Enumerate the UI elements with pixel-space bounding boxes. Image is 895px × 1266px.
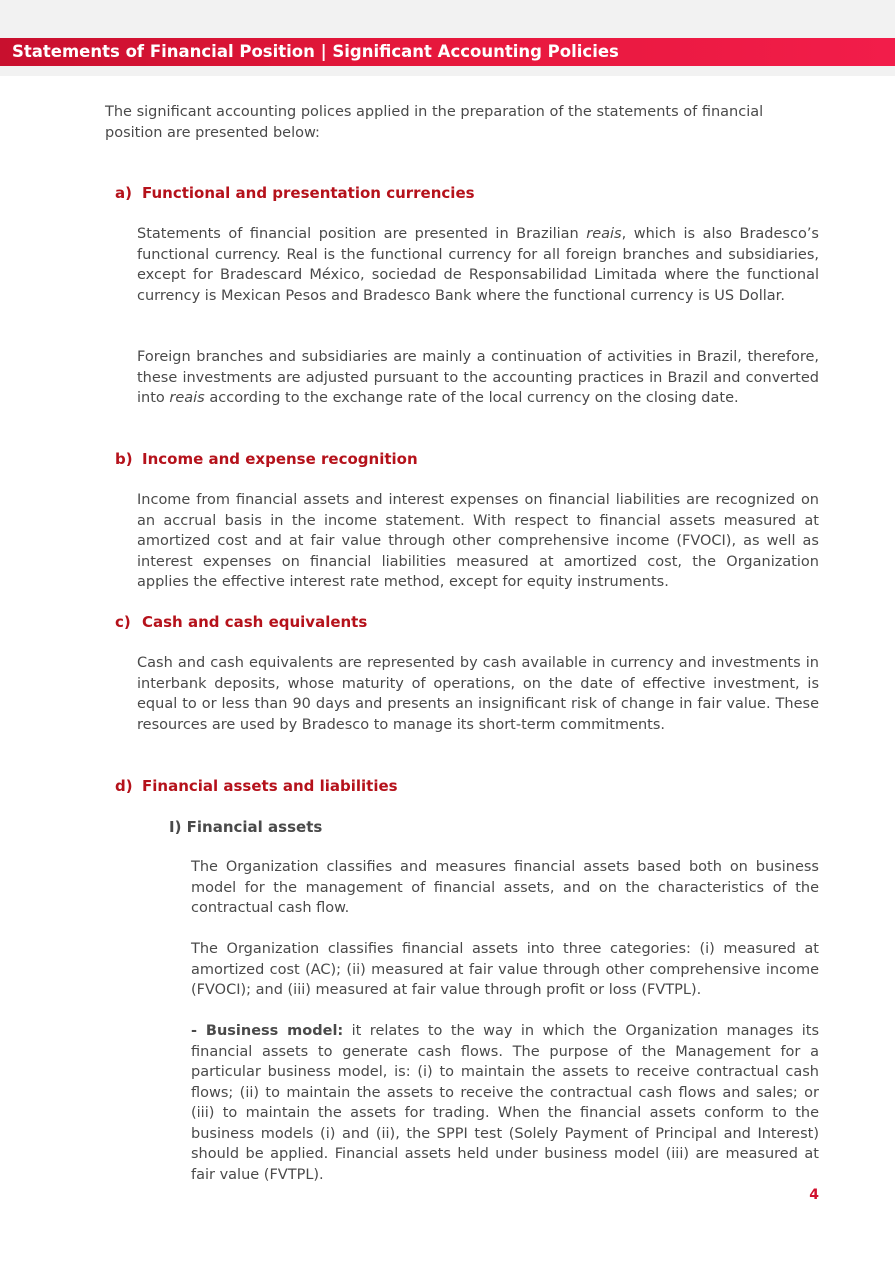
text-run: Statements of financial position are presented in Brazilian [137,226,587,242]
financial-assets-paragraph-2: The Organization classifies financial assets into three categories: (i) measured at amortized cost (AC); (ii) measured at fair value through other comprehensive income (FVOCI); and (iii) measured at fair value through profit or loss (FVTPL). [191,941,819,998]
italic-term: reais [169,390,205,406]
section-a-paragraph-2 [137,347,819,409]
section-a-title: Functional and presentation currencies [142,184,475,202]
subsection-financial-assets-heading: I) Financial assets [169,818,323,836]
section-b-heading [115,449,418,469]
section-d-label: d) [115,777,133,795]
section-d-title: Financial assets and liabilities [142,777,398,795]
business-model-paragraph [191,1021,819,1185]
text-run: it relates to the way in which the Organization manages its financial assets to generate cash flows. The purpose of the Management for a particular business model, is: (i) to maintain the assets to receive contractual cash flows; (ii) to maintain the assets to receive the contractual cash flows and sales; or (iii) to maintain the assets for trading. When the financial assets conform to the business models (i) and (ii), the SPPI test (Solely Payment of Principal and Interest) should be applied. Financial assets held under business model (iii) are measured at fair value (FVTPL). [191,1023,820,1183]
section-a-paragraph-1 [137,224,819,306]
text-run: Foreign branches and subsidiaries are mainly a continuation of activities in Brazil, therefore, these investments are adjusted pursuant to the accounting practices in Brazil and converted into [137,349,819,406]
top-band [0,0,895,38]
section-b-title: Income and expense recognition [142,450,418,468]
intro-paragraph: The significant accounting polices applied in the preparation of the statements of financial position are presented below: [105,104,764,141]
text-run: according to the exchange rate of the local currency on the closing date. [204,390,739,406]
section-d-heading [115,776,398,796]
section-a-heading [115,183,475,203]
page-header: Statements of Financial Position | Significant Accounting Policies [0,38,895,66]
header-underband [0,66,895,76]
section-c-label: c) [115,613,131,631]
section-a-label: a) [115,184,132,202]
section-b-label: b) [115,450,133,468]
financial-assets-paragraph-1: The Organization classifies and measures financial assets based both on business model for the management of financial assets, and on the characteristics of the contractual cash flow. [191,859,819,916]
section-b-paragraph-1: Income from financial assets and interest expenses on financial liabilities are recognized on an accrual basis in the income statement. With respect to financial assets measured at amortized cost and at fair value through other comprehensive income (FVOCI), as well as interest expenses on financial liabilities measured at amortized cost, the Organization applies the effective interest rate method, except for equity instruments. [137,492,819,590]
section-c-title: Cash and cash equivalents [142,613,368,631]
section-c-paragraph-1: Cash and cash equivalents are represented by cash available in currency and investments in interbank deposits, whose maturity of operations, on the date of effective investment, is equal to or less than 90 days and presents an insignificant risk of change in fair value. These resources are used by Bradesco to manage its short-term commitments. [137,655,819,733]
page-number: 4 [809,1187,819,1203]
section-c-heading [115,612,367,632]
italic-term: reais [586,226,622,242]
business-model-label: - Business model: [191,1023,344,1039]
text-run: , which is also Bradesco’s functional currency. Real is the functional currency for all foreign branches and subsidiaries, except for Bradescard México, sociedad de Responsabilidad Limitada where the functional currency is Mexican Pesos and Bradesco Bank where the functional currency is US Dollar. [137,226,819,304]
